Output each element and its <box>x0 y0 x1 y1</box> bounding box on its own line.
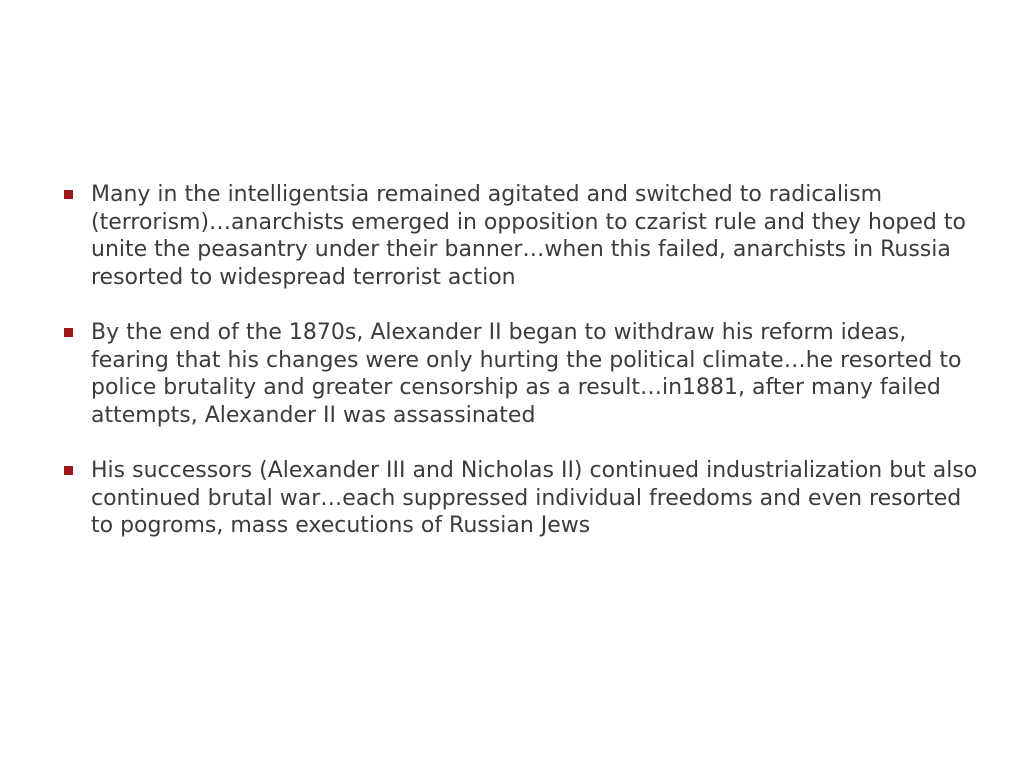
square-bullet-icon <box>64 466 73 475</box>
bullet-text: His successors (Alexander III and Nicholas II) continued industrialization but also continued brutal war…each suppressed individual freedoms and even resorted to pogroms, mass executions of Russian Jews <box>91 458 978 538</box>
bullet-text: Many in the intelligentsia remained agitated and switched to radicalism (terrorism)…anarchists emerged in opposition to czarist rule and they hoped to unite the peasantry under their banner…when this failed, anarchists in Russia resorted to widespread terrorist action <box>91 182 966 290</box>
bullet-item <box>60 181 980 291</box>
square-bullet-icon <box>64 190 73 199</box>
bullet-item <box>60 319 980 429</box>
bullet-list <box>60 181 980 540</box>
bullet-item <box>60 457 980 540</box>
square-bullet-icon <box>64 328 73 337</box>
bullet-text: By the end of the 1870s, Alexander II began to withdraw his reform ideas, fearing that his changes were only hurting the political climate…he resorted to police brutality and greater censorship as a result…in1881, after many failed attempts, Alexander II was assassinated <box>91 320 962 428</box>
